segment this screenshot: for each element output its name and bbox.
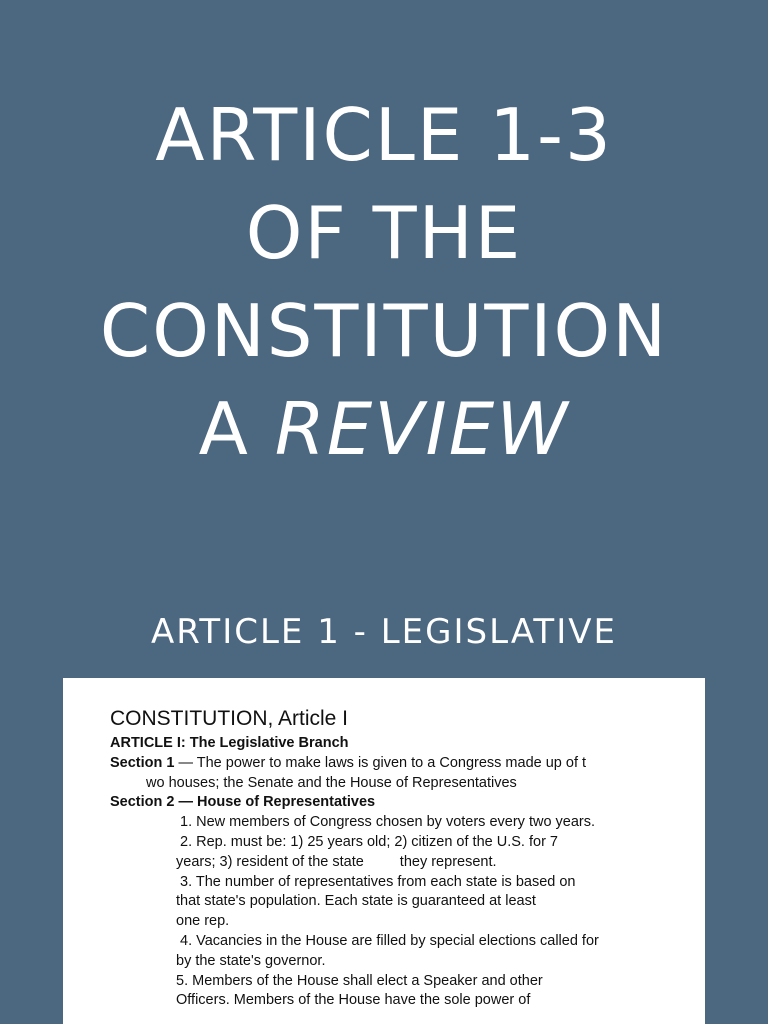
list-item: one rep. — [176, 913, 230, 930]
title-line-4-emphasis: REVIEW — [274, 387, 570, 471]
slide-subtitle: ARTICLE 1 - LEGISLATIVE — [151, 612, 617, 652]
section-2-label: Section 2 — House of Representatives — [110, 794, 376, 811]
list-item-part: years; 3) resident of the state — [176, 853, 364, 870]
title-line-3: CONSTITUTION — [99, 289, 669, 373]
section-1-continuation: wo houses; the Senate and the House of Representatives — [146, 774, 517, 791]
document-heading: CONSTITUTION, Article I — [110, 707, 349, 730]
list-item: 3. The number of representatives from each state is based on — [180, 873, 576, 890]
article-title: ARTICLE I: The Legislative Branch — [110, 735, 349, 751]
slide-title — [0, 86, 768, 478]
list-item: 4. Vacancies in the House are filled by special elections called for — [180, 932, 599, 949]
title-line-4 — [0, 380, 768, 478]
section-1-label: Section 1 — [110, 754, 175, 771]
list-item: 2. Rep. must be: 1) 25 years old; 2) citizen of the U.S. for 7 — [180, 833, 558, 850]
list-item: that state's population. Each state is guaranteed at least — [176, 893, 536, 910]
list-item: by the state's governor. — [176, 952, 326, 969]
title-line-4-prefix: A — [198, 387, 275, 471]
title-line-1: ARTICLE 1-3 — [155, 93, 613, 177]
title-line-2: OF THE — [245, 191, 523, 275]
section-1-text: — The power to make laws is given to a Congress made up of t — [174, 754, 587, 771]
list-item: 5. Members of the House shall elect a Speaker and other — [176, 972, 543, 989]
list-item — [110, 853, 705, 873]
section-1-line — [110, 754, 705, 774]
document-excerpt — [63, 678, 705, 1024]
list-item: 1. New members of Congress chosen by voters every two years. — [180, 814, 596, 831]
list-item: Officers. Members of the House have the sole power of — [176, 992, 531, 1009]
list-item-part: they represent. — [399, 853, 497, 870]
